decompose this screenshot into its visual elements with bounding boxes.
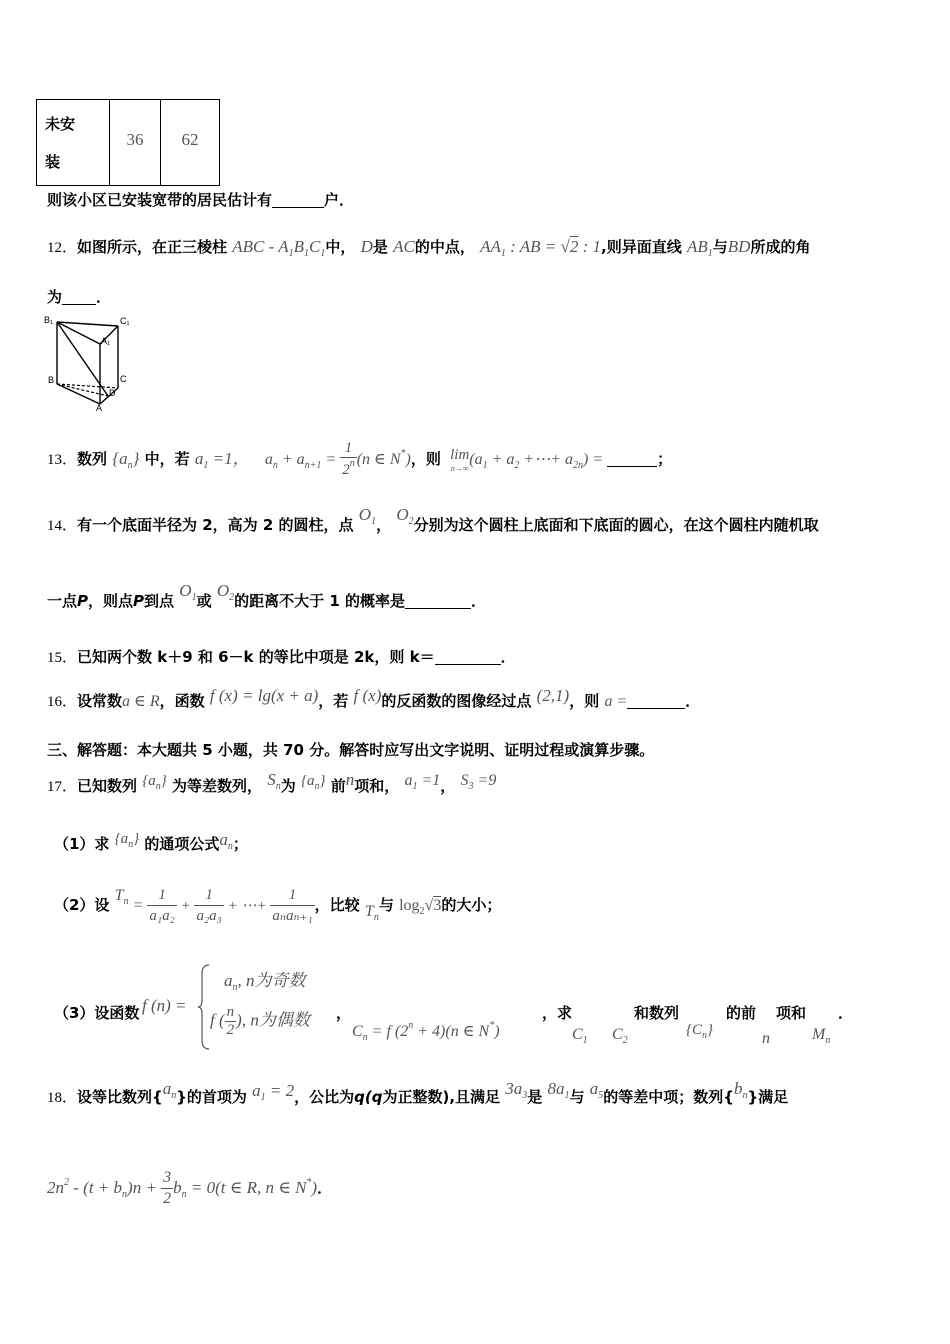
question-18-equation: $2n^2 - (t + b_n)n$ + $\frac{3}{2}$ $b_n = 0(t$ ∈ R, n ∈ N*)． [47, 1169, 333, 1207]
table-row-label: 未安 装 [37, 100, 110, 186]
label-c: C [120, 374, 127, 384]
label-a: A [96, 403, 103, 412]
question-17-part-2: （2）设 $T_n$ = $\frac{1}{\text{a₁a₂}}$ + $\frac{1}{\text{a₂a₃}}$ + ⋯+ $\frac{1}{\text{aₙaₙ₊₁}}$ ，比较 $T_n$与 $\log_2√3$的大小； [54, 887, 502, 924]
prism-figure [40, 312, 140, 412]
label-c1: C₁ [120, 316, 130, 326]
section-3-header: 三、解答题：本大题共 5 小题，共 70 分。解答时应写出文字说明、证明过程或演算步骤。 [47, 741, 655, 759]
question-14-line2: 一点P，则点P到点 $O_1$或 $O_2$的距离不大于 1 的概率是 ． [47, 581, 486, 610]
label-b1: B₁ [44, 315, 54, 325]
question-17-part-1: （1）求 $\{a_n\}$ 的通项公式$a_n$； [54, 830, 248, 853]
installation-table [36, 99, 220, 186]
label-b: B [48, 375, 55, 385]
question-13: 13．数列 $\{a_n\}$ 中，若 $a_1 =1$， $a_n + a_{n+1}$ = $\frac{1}{2^n}$ (n ∈ N*)，则 lim n→∞ ($a_1 + a_2$ +⋯+ $a_{2n}$) = ； [47, 440, 673, 478]
question-14: 14．有一个底面半径为 2，高为 2 的圆柱，点 $O_1$， $O_2$分别为这个圆柱上底面和下底面的圆心，在这个圆柱内随机取 [47, 505, 819, 534]
question-18: 18．设等比数列$\{a_n\}$的首项为 $a_1 = 2$，公比为q(q为正整数),且满足 $3a_3$是 $8a_1$与 $a_5$的等差中项；数列$\{b_n\}$满足 [47, 1079, 789, 1106]
question-12-line2: 为 ． [47, 288, 112, 306]
question-15: 15．已知两个数 k＋9 和 6－k 的等比中项是 2k，则 k＝ ． [47, 648, 516, 666]
question-11-tail: 则该小区已安装宽带的居民估计有 户． [47, 191, 355, 209]
question-17: 17．已知数列 $\{a_n\}$ 为等差数列， $S_n$为 $\{a_n\}$ 前n项和， $a_1 =1$， $S_3 =9$ [47, 770, 497, 795]
table-cell-value: 62 [161, 100, 220, 186]
label-d: D [109, 388, 116, 398]
question-16: 16．设常数a ∈ R，函数 f (x) = lg(x + a)，若 f (x)的反函数的图像经过点 (2,1)，则 a = ． [47, 686, 701, 710]
label-a1: A₁ [101, 336, 111, 346]
question-12: 12．如图所示，在正三棱柱 ABC - $A_1B_1C_1$中， D是 AC的中点， $AA_1$ : AB = √2 : 1,则异面直线 $AB_1$与BD所成的角 [47, 237, 811, 259]
table-cell-value: 36 [110, 100, 161, 186]
